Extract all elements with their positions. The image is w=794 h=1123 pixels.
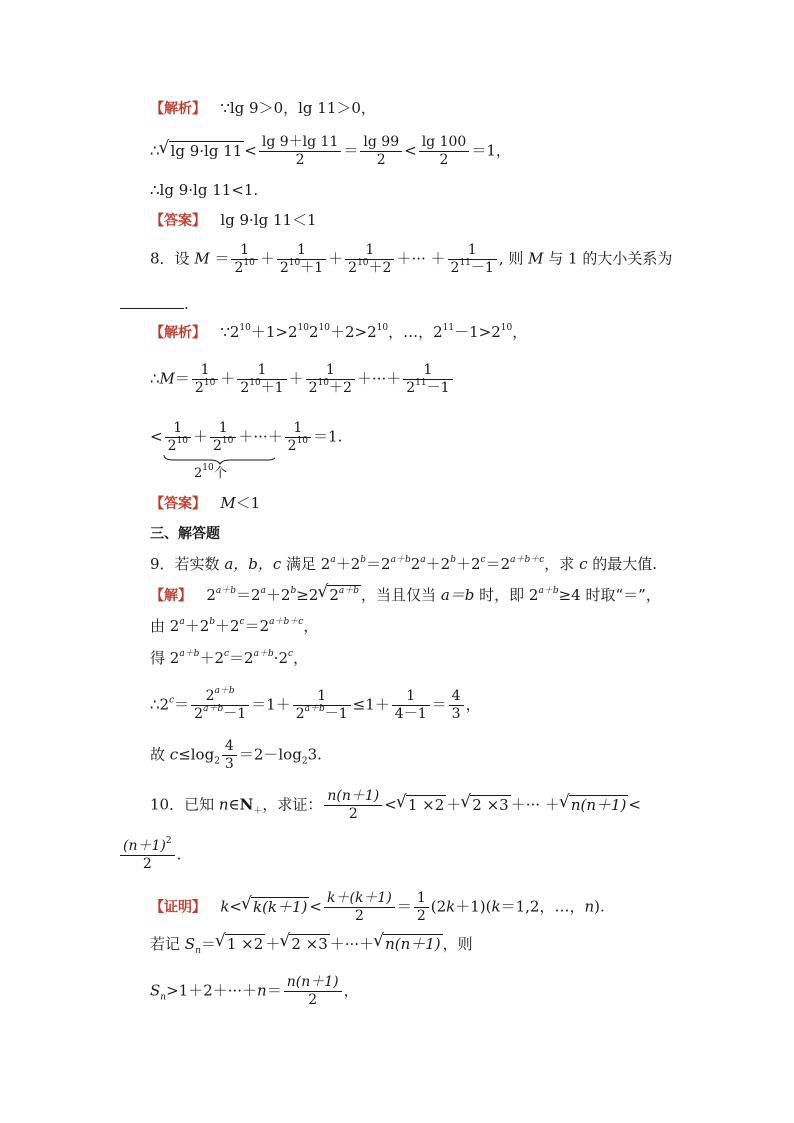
text: ， — [293, 649, 309, 667]
text: ， — [303, 617, 319, 635]
equals: ＝ — [200, 935, 216, 953]
text: ＝2 — [229, 649, 254, 667]
q10-proof-line3: $S_n>1+2+\cdot\cdot\cdot+n=$ $\frac{n(n+1)}{2}$ ， — [150, 974, 359, 1008]
text: 满足 2 — [281, 555, 331, 573]
fraction: $\frac{\lg 100}{2}$ — [419, 134, 470, 169]
plus: ＋ — [220, 369, 236, 388]
q8-number: 8．设 — [150, 249, 195, 268]
q7-analysis-line2 — [150, 134, 511, 169]
var-n: n — [218, 795, 229, 814]
period: . — [176, 845, 182, 864]
text: ＝2 — [485, 555, 511, 573]
fraction: $\frac{\lg 99}{2}$ — [360, 134, 402, 169]
fraction: $\frac{\lg 9+\lg 11}{2}$ — [259, 134, 342, 169]
comma: , 则 — [498, 249, 529, 268]
text: ＋2 — [455, 555, 481, 573]
var-c: c — [579, 555, 588, 573]
fraction: $\frac{n(n+1)}{2}$ — [324, 788, 382, 823]
sqrt-expression: √ n(n＋1) — [560, 795, 629, 815]
var-m: M — [528, 249, 544, 268]
var-n: n — [257, 981, 267, 1000]
text: ≥2 — [296, 586, 319, 604]
text: 时，即 2 — [474, 586, 539, 604]
q10-statement: 10．已知 $n\in N_+$，求证： $\frac{n(n+1)}{2}$ <√ 1 ×2 ＋√ 2 ×3 ＋··· ＋√ n(n＋1) < — [150, 788, 641, 823]
equals: ＝ — [396, 897, 412, 916]
fraction: $\frac{1}{2^{a+b}-1}$ — [293, 688, 351, 723]
text: ＝2－log — [238, 745, 302, 764]
q8-statement — [150, 242, 672, 277]
text: ＋2 — [425, 555, 451, 573]
less-than: < — [628, 795, 641, 814]
var-n: n — [584, 897, 595, 916]
text: >1＋2＋···＋ — [166, 981, 258, 1000]
fraction: $\frac{1}{2^{10}}$ — [192, 362, 218, 397]
text: ＋2 — [184, 617, 210, 635]
fraction: $\frac{n(n+1)}{2}$ — [284, 974, 342, 1009]
fraction: $\frac{1}{4-1}$ — [392, 688, 430, 723]
q8-m-expansion — [150, 362, 455, 397]
fraction: $\frac{4}{3}$ — [222, 738, 237, 773]
equals: ＝ — [431, 695, 447, 714]
text: ≤1＋ — [352, 695, 390, 714]
equals: ＝ — [174, 695, 190, 714]
q10-statement-end — [118, 838, 181, 873]
dots: ＋···＋ — [356, 369, 402, 388]
text: 3. — [307, 745, 322, 764]
text: ·2 — [273, 649, 289, 667]
brace-count-label: $2^{10}$个 — [194, 463, 227, 481]
plus: ＋ — [192, 427, 208, 446]
sqrt-expression: √ 1 ×2 — [397, 795, 446, 815]
text: ∈ — [228, 795, 240, 814]
text: 若记 — [150, 935, 185, 953]
q9-solution-line1: 【解】 $2^{a+b}=2^a+2^b\ge 2√$ $2^{a+b}$ ，当且仅当 a＝b 时，即 $2^{a+b}\ge 4$ 时取“＝”， — [150, 585, 661, 606]
fraction: $\frac{1}{2^{10}+1}$ — [277, 242, 326, 277]
dots: ＋···＋ — [329, 935, 375, 953]
q7-conclusion — [150, 180, 258, 200]
equals: ＝ — [343, 141, 359, 160]
therefore-symbol: ∴ — [150, 141, 160, 160]
text: ，…，2 — [388, 323, 443, 341]
text: ＋2>2 — [329, 323, 377, 341]
text: 得 2 — [150, 649, 180, 667]
fraction: $\frac{1}{2^{10}+1}$ — [237, 362, 286, 397]
q7-conclusion-text: ∴lg 9·lg 11<1. — [150, 181, 259, 199]
fraction: $\frac{1}{2^{10}+2}$ — [345, 242, 394, 277]
q7-answer-line — [150, 210, 317, 231]
q10-proof-line1 — [150, 890, 605, 925]
fraction: $\frac{1}{2^{11}-1}$ — [403, 362, 452, 397]
less-than: < — [404, 141, 417, 160]
text: ，当且仅当 — [361, 586, 441, 604]
q9-solution-line4: $\therefore 2^c=$ $\frac{2^{a+b}}{2^{a+b}-1}$ ＝1＋ $\frac{1}{2^{a+b}-1}$ ≤1＋ $\frac{1}{4-1}$ ＝ $\frac{4}{3}$ ， — [150, 686, 481, 722]
dots: ＋···＋ — [238, 427, 283, 446]
q9-solution-line5: 故 $c\le\log_2$ $\frac{4}{3}$ $=2-\log_23$. — [150, 738, 322, 772]
var-k: k — [491, 897, 501, 916]
equals-one: ＝1. — [313, 427, 343, 446]
q8-answer-line — [150, 493, 260, 514]
q8-answer: ＜1 — [235, 494, 261, 512]
q8-blank-line — [120, 294, 189, 314]
plus: ＋ — [288, 369, 304, 388]
fraction: $\frac{4}{3}$ — [449, 688, 464, 723]
fraction: $\frac{1}{2^{11}-1}$ — [448, 242, 497, 277]
var-s: S — [150, 981, 161, 1000]
therefore-symbol: ∴ — [150, 369, 160, 388]
text: ＋2 — [215, 617, 240, 635]
text: ＝1,2，…， — [500, 897, 585, 916]
less-than: < — [150, 427, 163, 446]
fraction: $\frac{1}{2^{10}}$ — [285, 420, 311, 455]
comma: ， — [465, 695, 481, 714]
text: ， — [512, 323, 528, 341]
period: . — [184, 295, 189, 313]
plus: ＋ — [328, 249, 344, 268]
dots: ＋··· ＋ — [510, 795, 560, 814]
text: ＋2 — [199, 649, 224, 667]
fraction: $\frac{2^{a+b}}{2^{a+b}-1}$ — [191, 688, 249, 723]
text: ＋2 — [335, 555, 361, 573]
sqrt-expression: √ lg 9·lg 11 — [160, 141, 245, 161]
text: 2 — [410, 555, 421, 573]
sqrt-expression: √ k(k＋1) — [242, 897, 309, 917]
fraction: $\frac{1}{2^{10}}$ — [165, 420, 191, 455]
solution-tag: 【解】 — [150, 588, 192, 604]
var-m: M — [159, 369, 175, 388]
q7-analysis-line1 — [150, 98, 376, 119]
q7-given: ∵lg 9＞0，lg 11＞0， — [220, 99, 376, 117]
sqrt-expression: √ $2^{a+b}$ — [318, 585, 361, 605]
q9-solution-line2: 由 $2^a+2^b+2^c=2^{a+b+c}$， — [150, 617, 319, 635]
q9-solution-line3: 得 $2^{a+b}+2^c=2^{a+b}\cdot 2^c$， — [150, 649, 309, 667]
answer-tag: 【答案】 — [150, 213, 206, 229]
text: ＋2 — [265, 586, 291, 604]
var-s: S — [184, 935, 196, 953]
text: －1>2 — [454, 323, 501, 341]
text: ＋1>2 — [250, 323, 298, 341]
answer-blank — [120, 294, 184, 309]
text: ，求 — [544, 555, 580, 573]
text: ≤log — [178, 745, 215, 764]
sqrt-expression: √ 2 ×3 — [280, 934, 329, 954]
text: 由 2 — [150, 617, 180, 635]
text: ＝2 — [366, 555, 391, 573]
fraction: $\frac{k+(k+1)}{2}$ — [324, 890, 395, 925]
text: 2 — [206, 586, 216, 604]
fraction: $\frac{1}{2}$ — [414, 890, 429, 925]
q8-statement-tail: 与 1 的大小关系为 — [543, 249, 673, 268]
vars: a，b，c — [224, 555, 282, 573]
dots: ＋··· ＋ — [396, 249, 446, 268]
var-m: M — [194, 249, 210, 268]
text: ，求证： — [262, 795, 323, 814]
text: ＝1＋ — [251, 695, 291, 714]
less-than: < — [309, 897, 322, 916]
comma: ， — [343, 981, 359, 1000]
analysis-tag: 【解析】 — [150, 101, 206, 117]
equals: ＝ — [266, 981, 282, 1000]
text: ≥4 时取“＝”， — [558, 586, 661, 604]
equals: ＝ — [174, 369, 190, 388]
var-k: k — [220, 897, 230, 916]
text: ＝2 — [236, 586, 261, 604]
plus: ＋ — [265, 935, 281, 953]
less-than: < — [244, 141, 257, 160]
equals-one: ＝1， — [471, 141, 511, 160]
text: ，则 — [442, 935, 473, 953]
less-than: < — [384, 795, 397, 814]
section-title: 三、解答题 — [150, 526, 220, 542]
var-k: k — [446, 897, 456, 916]
text: ＝2 — [244, 617, 270, 635]
text: ). — [594, 897, 605, 916]
q8-analysis-line1: 【解析】 $\because 2^{10}+1>2^{10}2^{10}+2>2^{10}$，…，$2^{11}-1>2^{10}$， — [150, 323, 528, 341]
fraction: $\frac{(n+1)^2}{2}$ — [120, 838, 175, 873]
sqrt-expression: √ 1 ×2 — [216, 934, 265, 954]
text: 2 — [308, 323, 319, 341]
text: (2 — [430, 897, 447, 916]
text: a＝b — [440, 586, 475, 604]
fraction: $\frac{1}{2^{10}+2}$ — [306, 362, 355, 397]
text: ∴2 — [150, 695, 170, 714]
q9-statement: 9．若实数 a，b，c 满足 $2^a+2^b=2^{a+b}2^a+2^b+2^c=2^{a+b+c}$，求 c 的最大值. — [150, 555, 658, 573]
text: 10．已知 — [150, 795, 219, 814]
sqrt-expression: √ n(n＋1) — [374, 934, 443, 954]
text: ＋1)( — [455, 897, 492, 916]
plus: ＋ — [259, 249, 275, 268]
natural-numbers: N — [239, 795, 254, 814]
q8-upper-bound — [150, 420, 343, 481]
analysis-tag: 【解析】 — [150, 325, 206, 341]
var-m: M — [220, 494, 236, 512]
var-c: c — [169, 745, 179, 764]
answer-tag: 【答案】 — [150, 496, 206, 512]
proof-tag: 【证明】 — [150, 899, 206, 916]
brace-sum — [150, 420, 313, 481]
fraction: $\frac{1}{2^{10}}$ — [231, 242, 257, 277]
fraction: $\frac{1}{2^{10}}$ — [210, 420, 236, 455]
sqrt-expression: √ 2 ×3 — [461, 795, 510, 815]
q10-proof-line2: 若记 $S_n=√$ 1 ×2 ＋√ 2 ×3 ＋···＋√ n(n＋1) ，则 — [150, 934, 473, 954]
text: 9．若实数 — [150, 555, 225, 573]
less-than: < — [229, 897, 242, 916]
text: 故 — [150, 745, 170, 764]
text: ∵2 — [220, 323, 240, 341]
equals: ＝ — [209, 249, 230, 268]
q7-answer: lg 9·lg 11＜1 — [220, 211, 317, 229]
text: 的最大值. — [587, 555, 658, 573]
plus: ＋ — [446, 795, 462, 814]
